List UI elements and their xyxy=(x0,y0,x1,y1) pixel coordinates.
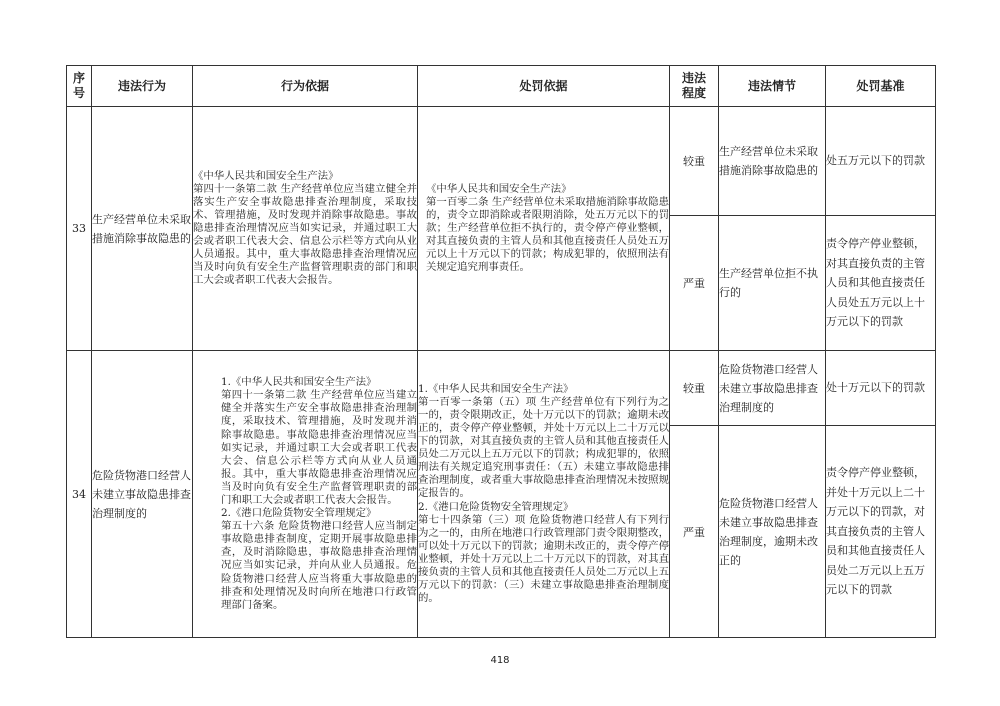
degree-cell: 严重 xyxy=(670,216,719,351)
row-number: 33 xyxy=(67,107,92,351)
table-header-row xyxy=(67,66,936,107)
header-basis: 行为依据 xyxy=(193,66,418,107)
standard-cell: 处十万元以下的罚款 xyxy=(826,351,936,426)
legal-basis: 《中华人民共和国安全生产法》 第四十一条第二款 生产经营单位应当建立健全并落实生产安全事故隐患排查治理制度，采取技术、管理措施，及时发现并消除事故隐患。事故隐患排查治理情况应当如实记录，并通过职工大会或者职工代表大会、信息公示栏等方式向从业人员通报。其中，重大事故隐患排查治理情况应当及时向负有安全生产监督管理职责的部门和职工大会或者职工代表大会报告。 xyxy=(193,107,418,351)
table-row xyxy=(67,351,936,426)
standard-cell: 责令停产停业整顿，并处十万元以上二十万元以下的罚款，对其直接负责的主管人员和其他直接责任人员处二万元以上五万元以下的罚款 xyxy=(826,426,936,638)
row-number: 34 xyxy=(67,351,92,638)
situation-cell: 危险货物港口经营人未建立事故隐患排查治理制度，逾期未改正的 xyxy=(719,426,826,638)
legal-basis: 1.《中华人民共和国安全生产法》 第四十一条第二款 生产经营单位应当建立健全并落实生产安全事故隐患排查治理制度，采取技术、管理措施，及时发现并消除事故隐患。事故隐患排查治理情况应当如实记录，并通过职工大会或者职工代表大会、信息公示栏等方式向从业人员通报。其中，重大事故隐患排查治理情况应当及时向负有安全生产监督管理职责的部门和职工大会或者职工代表大会报告。 2.《港口危险货物安全管理规定》 第五十六条 危险货物港口经营人应当制定事故隐患排查制度，定期开展事故隐患排查，及时消除隐患，事故隐患排查治理情况应当如实记录，并向从业人员通报。危险货物港口经营人应当将重大事故隐患的排查和处理情况及时向所在地港口行政管理部门备案。 xyxy=(193,351,418,638)
standard-cell: 处五万元以下的罚款 xyxy=(826,107,936,216)
header-punish: 处罚依据 xyxy=(418,66,670,107)
header-no: 序号 xyxy=(67,66,92,107)
violation-act: 生产经营单位未采取措施消除事故隐患的 xyxy=(92,107,193,351)
header-act: 违法行为 xyxy=(92,66,193,107)
situation-cell: 危险货物港口经营人未建立事故隐患排查治理制度的 xyxy=(719,351,826,426)
penalty-basis: 《中华人民共和国安全生产法》 第一百零二条 生产经营单位未采取措施消除事故隐患的，责令立即消除或者限期消除，处五万元以下的罚款；生产经营单位拒不执行的，责令停产停业整顿，对其直接负责的主管人员和其他直接责任人员处五万元以上十万元以下的罚款；构成犯罪的，依照刑法有关规定追究刑事责任。 xyxy=(418,107,670,351)
page-number: 418 xyxy=(490,655,510,666)
violation-act: 危险货物港口经营人未建立事故隐患排查治理制度的 xyxy=(92,351,193,638)
penalty-basis: 1.《中华人民共和国安全生产法》 第一百零一条第（五）项 生产经营单位有下列行为之一的，责令限期改正，处十万元以下的罚款；逾期未改正的，责令停产停业整顿，并处十万元以上二十万元以下的罚款，对其直接负责的主管人员和其他直接责任人员处二万元以上五万元以下的罚款；构成犯罪的，依照刑法有关规定追究刑事责任：（五）未建立事故隐患排查治理制度，或者重大事故隐患排查治理情况未按照规定报告的。 2.《港口危险货物安全管理规定》 第七十四条第（三）项 危险货物港口经营人有下列行为之一的，由所在地港口行政管理部门责令限期整改，可以处十万元以下的罚款；逾期未改正的，责令停产停业整顿，并处十万元以上二十万元以下的罚款，对其直接负责的主管人员和其他直接责任人员处二万元以上五万元以下的罚款：（三）未建立事故隐患排查治理制度的。 xyxy=(418,351,670,638)
degree-cell: 较重 xyxy=(670,351,719,426)
header-situation: 违法情节 xyxy=(719,66,826,107)
header-degree: 违法程度 xyxy=(670,66,719,107)
header-standard: 处罚基准 xyxy=(826,66,936,107)
situation-cell: 生产经营单位未采取措施消除事故隐患的 xyxy=(719,107,826,216)
situation-cell: 生产经营单位拒不执行的 xyxy=(719,216,826,351)
standard-cell: 责令停产停业整顿，对其直接负责的主管人员和其他直接责任人员处五万元以上十万元以下的罚款 xyxy=(826,216,936,351)
table-row xyxy=(67,107,936,216)
penalty-standard-table xyxy=(66,65,936,638)
degree-cell: 较重 xyxy=(670,107,719,216)
degree-cell: 严重 xyxy=(670,426,719,638)
